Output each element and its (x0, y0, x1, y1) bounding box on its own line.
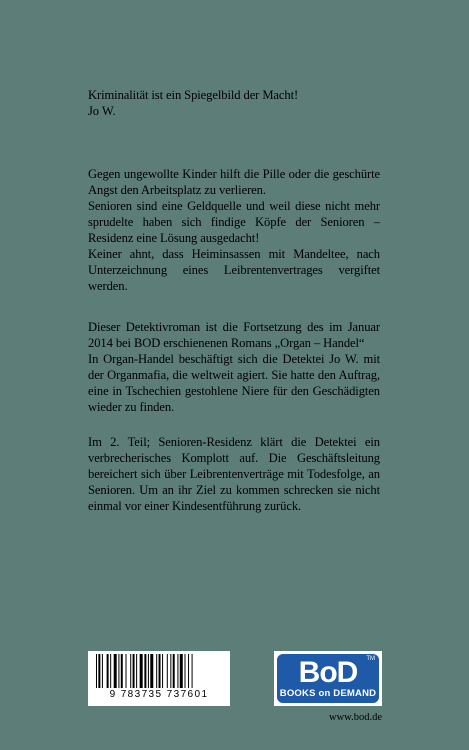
epigraph-quote: Kriminalität ist ein Spiegelbild der Macht! (88, 88, 299, 102)
barcode-bars (96, 654, 222, 690)
blurb-line: Gegen ungewollte Kinder hilft die Pille oder die geschürte Angst den Arbeitsplatz zu verlieren. (88, 167, 380, 197)
blurb-line: Dieser Detektivroman ist die Fortsetzung des im Januar 2014 bei BOD erschienenen Romans „Organ – Handel“ (88, 320, 380, 350)
blurb-line: Keiner ahnt, dass Heiminsassen mit Mandeltee, nach Unterzeichnung eines Leibrentenvertrages vergiftet werden. (88, 247, 380, 293)
blurb-paragraph-1 (88, 166, 380, 294)
publisher-website: www.bod.de (329, 712, 382, 723)
epigraph (88, 87, 380, 119)
isbn-barcode (88, 651, 230, 706)
logo-text: BoD (298, 656, 358, 689)
logo-subtitle: BOOKS on DEMAND (279, 688, 377, 699)
publisher-logo (274, 651, 382, 706)
epigraph-author: Jo W. (88, 104, 116, 118)
logo-badge (277, 654, 379, 703)
isbn-number: 9 783735 737601 (109, 689, 209, 700)
blurb-paragraph-3 (88, 434, 380, 514)
blurb-line: Im 2. Teil; Senioren-Residenz klärt die Detektei ein verbrecherisches Komplott auf. Die Geschäftsleitung bereichert sich über Leibrentenverträge mit Todesfolge, an Senioren. Um an ihr Ziel zu kommen schrecken sie nicht einmal vor einer Kindesentführung zurück. (88, 435, 380, 513)
blurb-line: Senioren sind eine Geldquelle und weil diese nicht mehr sprudelte haben sich findige Köpfe der Senioren – Residenz eine Lösung ausgedacht! (88, 199, 380, 245)
blurb-line: In Organ-Handel beschäftigt sich die Detektei Jo W. mit der Organmafia, die weltweit agiert. Sie hatte den Auftrag, eine in Tschechien gestohlene Niere für den Geschädigten wieder zu finden. (88, 352, 380, 414)
trademark-mark: TM (366, 656, 375, 662)
blurb-paragraph-2 (88, 319, 380, 415)
